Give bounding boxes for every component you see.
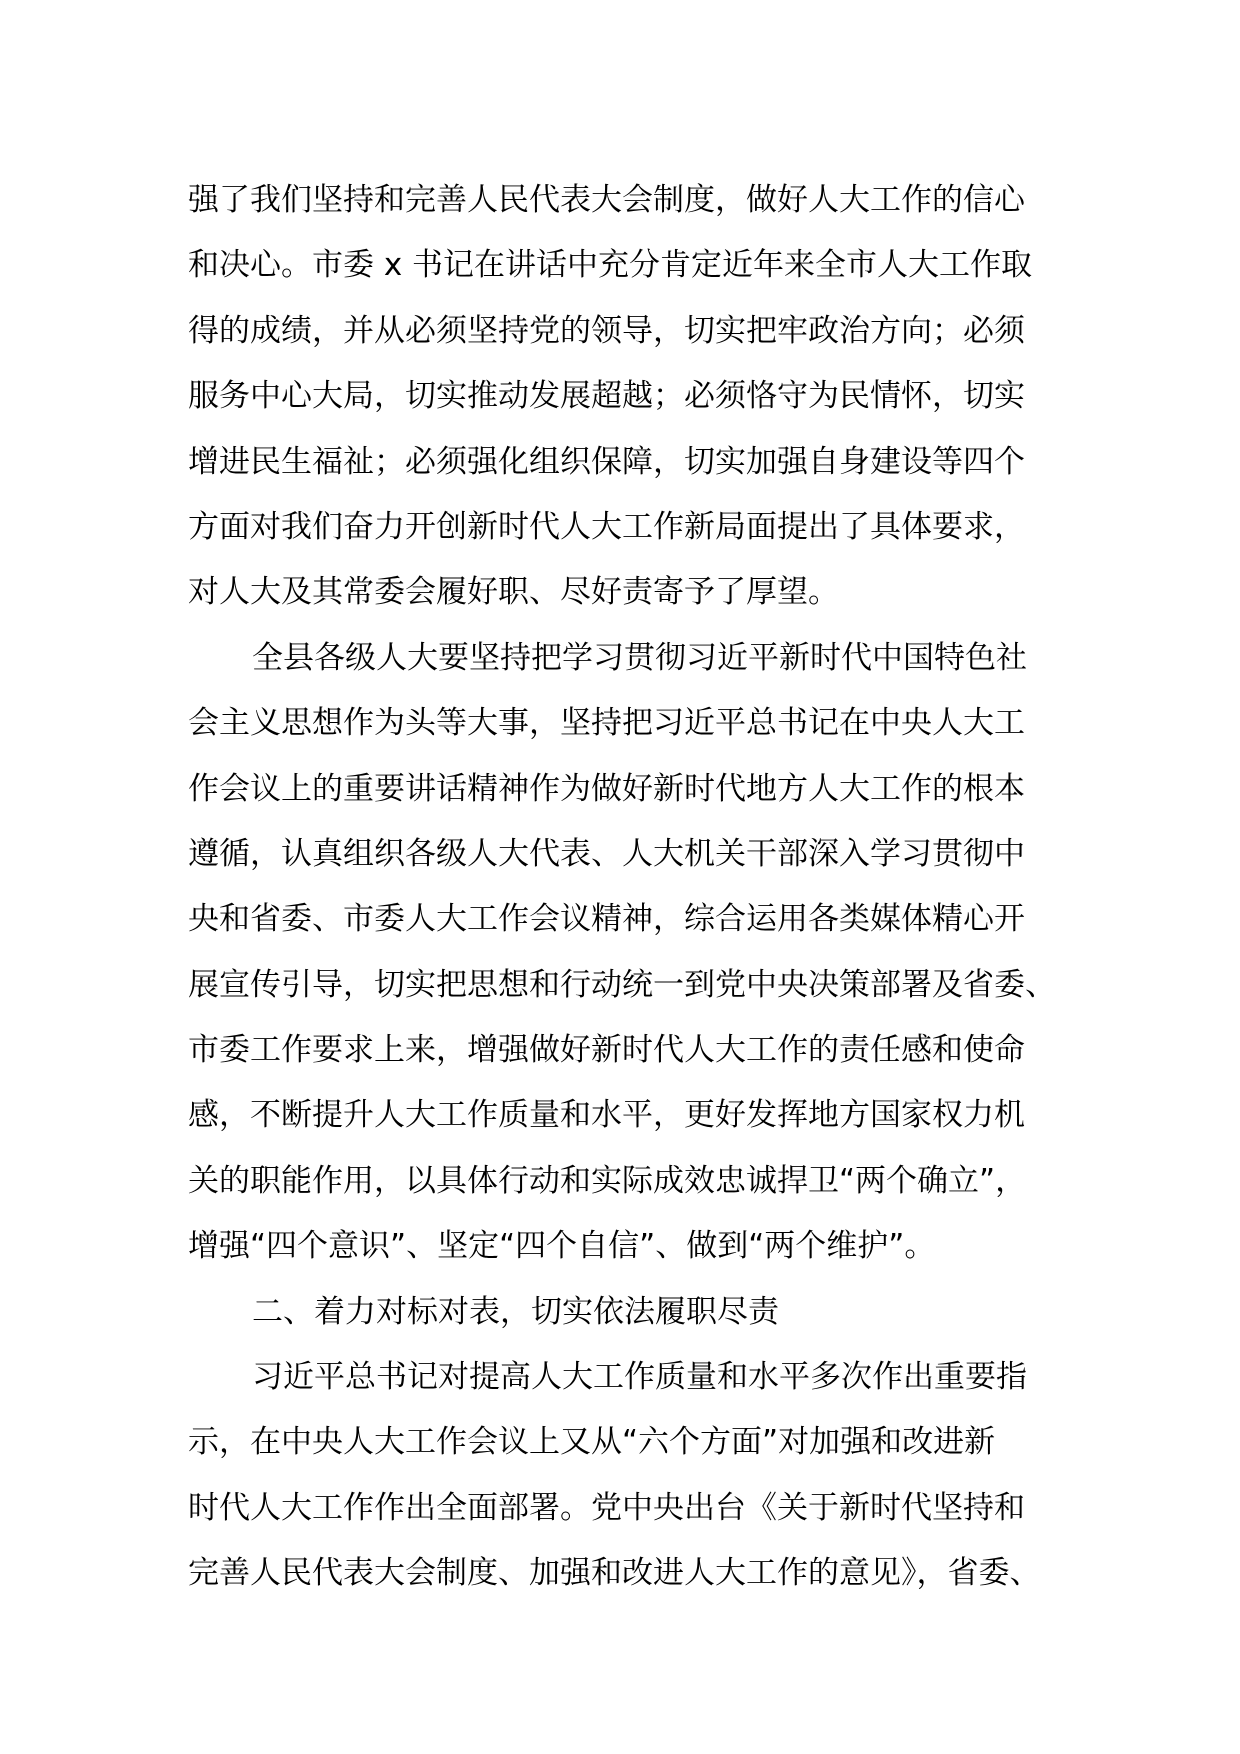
text-line: 对人大及其常委会履好职、尽好责寄予了厚望。	[188, 574, 839, 611]
text-line: 市委工作要求上来，增强做好新时代人大工作的责任感和使命	[188, 1032, 1025, 1069]
text-line: 遵循，认真组织各级人大代表、人大机关干部深入学习贯彻中	[188, 835, 1025, 872]
text-line: 得的成绩，并从必须坚持党的领导，切实把牢政治方向；必须	[188, 312, 1025, 349]
text-line: 作会议上的重要讲话精神作为做好新时代地方人大工作的根本	[188, 770, 1025, 807]
text-line: 时代人大工作作出全面部署。党中央出台《关于新时代坚持和	[188, 1489, 1025, 1526]
text-line: 增进民生福祉；必须强化组织保障，切实加强自身建设等四个	[188, 443, 1025, 480]
text-line: 完善人民代表大会制度、加强和改进人大工作的意见》，省委、	[188, 1555, 1041, 1592]
text-line: 会主义思想作为头等大事，坚持把习近平总书记在中央人大工	[188, 705, 1025, 742]
paragraph-start-line: 全县各级人大要坚持把学习贯彻习近平新时代中国特色社	[252, 639, 1027, 676]
text-line: 方面对我们奋力开创新时代人大工作新局面提出了具体要求，	[188, 508, 1025, 545]
text-line: 感，不断提升人大工作质量和水平，更好发挥地方国家权力机	[188, 1097, 1025, 1134]
body-text	[188, 168, 1088, 1607]
text-line: 强了我们坚持和完善人民代表大会制度，做好人大工作的信心	[188, 182, 1025, 218]
text-line: 和决心。市委 x 书记在讲话中充分肯定近年来全市人大工作取	[188, 247, 1033, 284]
text-line: 增强“四个意识”、坚定“四个自信”、做到“两个维护”。	[188, 1228, 936, 1265]
section-heading: 二、着力对标对表，切实依法履职尽责	[252, 1293, 779, 1330]
text-line: 展宣传引导，切实把思想和行动统一到党中央决策部署及省委、	[188, 966, 1056, 1003]
paragraph-start-line: 习近平总书记对提高人大工作质量和水平多次作出重要指	[252, 1359, 1027, 1396]
text-line: 央和省委、市委人大工作会议精神，综合运用各类媒体精心开	[188, 901, 1025, 938]
text-line: 关的职能作用，以具体行动和实际成效忠诚捍卫“两个确立”，	[188, 1162, 1027, 1199]
text-line: 示，在中央人大工作会议上又从“六个方面”对加强和改进新	[188, 1424, 996, 1461]
text-line: 服务中心大局，切实推动发展超越；必须恪守为民情怀，切实	[188, 378, 1025, 415]
